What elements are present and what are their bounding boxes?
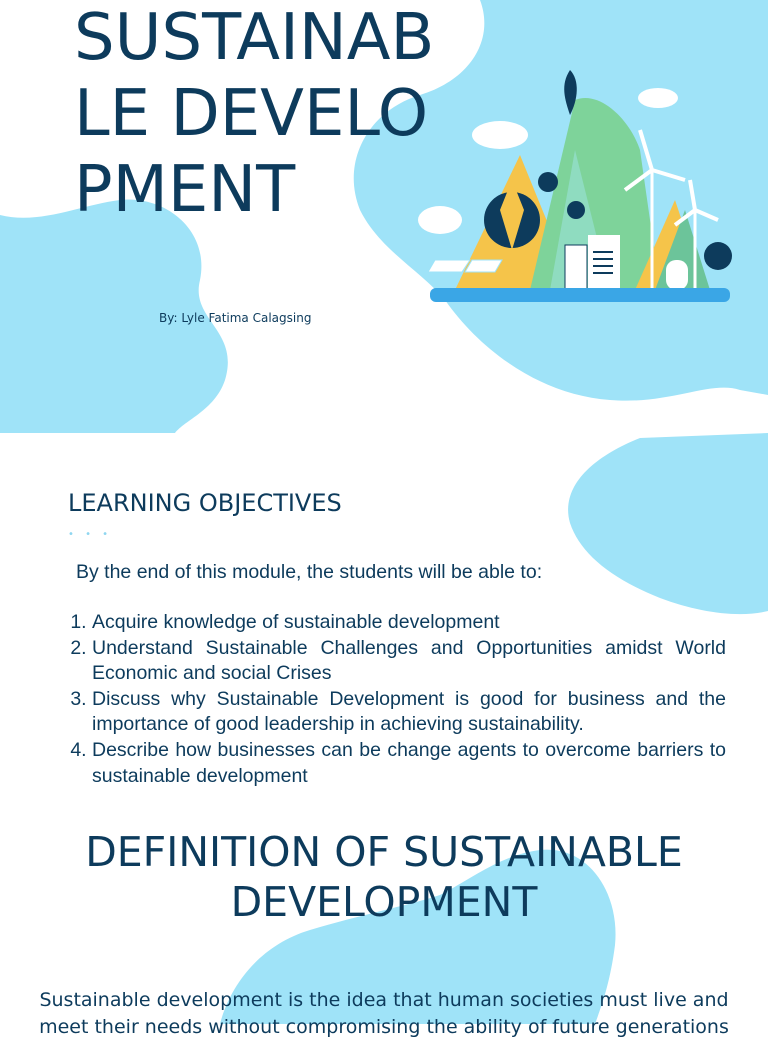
intro-text: By the end of this module, the students will be able to:	[76, 561, 543, 583]
sustainable-city-illustration	[400, 60, 745, 310]
definition-slide	[0, 828, 768, 1038]
definition-heading: DEFINITION OF SUSTAINABLE DEVELOPMENT	[85, 828, 683, 926]
list-item: 3. Discuss why Sustainable Development is good for business and the importance of good leadership in achieving sustainability.	[92, 687, 726, 738]
definition-body: Sustainable development is the idea that human societies must live and meet their needs without compromising the ability of future generations	[39, 989, 729, 1038]
list-item: 2. Understand Sustainable Challenges and Opportunities amidst World Economic and social Crises	[92, 636, 726, 687]
section-heading: LEARNING OBJECTIVES	[68, 489, 342, 517]
cover-title: SUSTAINABLE DEVELOPMENT	[74, 1, 435, 227]
list-item: 1. Acquire knowledge of sustainable development	[92, 610, 726, 636]
objectives-slide	[0, 433, 768, 835]
objectives-list	[60, 610, 726, 789]
cover-byline: By: Lyle Fatima Calagsing	[159, 311, 312, 325]
list-item: 4. Describe how businesses can be change agents to overcome barriers to sustainable development	[92, 738, 726, 789]
cover-slide	[0, 0, 768, 433]
decorative-dots: • • •	[68, 529, 113, 540]
